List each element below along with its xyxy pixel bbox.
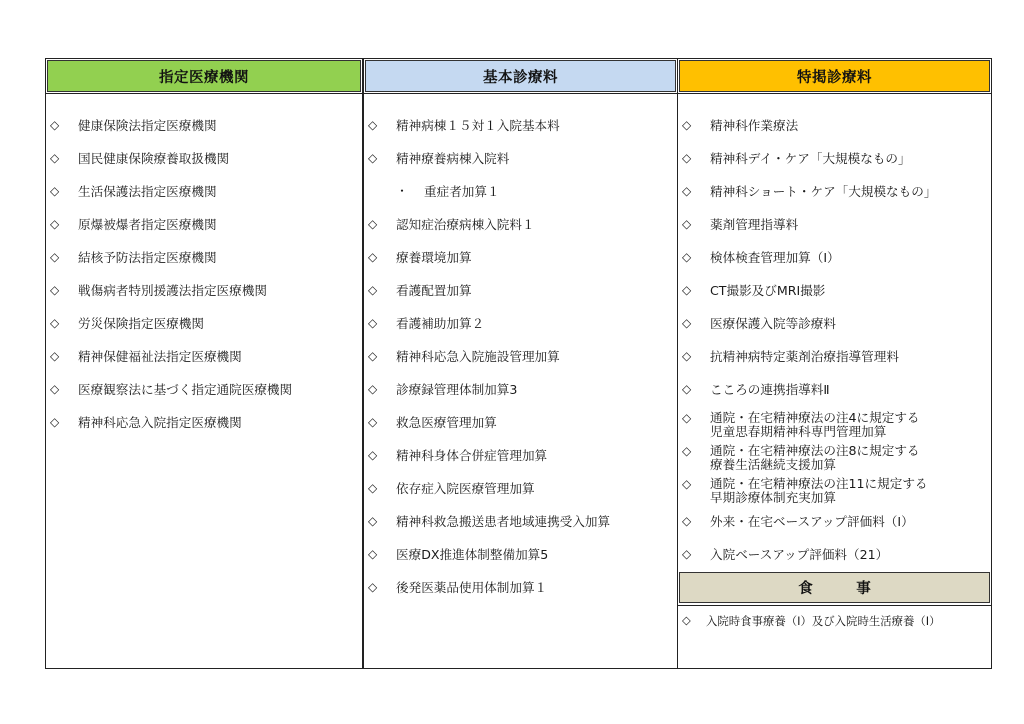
list-item-line: 精神療養病棟入院料 — [396, 151, 510, 166]
list-item-text — [396, 382, 677, 397]
list-item-text — [710, 411, 991, 439]
diamond-icon: ◇ — [682, 217, 692, 231]
list-item-text — [78, 118, 362, 133]
list-item — [364, 514, 677, 547]
column-designated-institutions — [46, 59, 362, 668]
list-item-line: 抗精神病特定薬剤治療指導管理料 — [710, 349, 899, 364]
list-item-text — [396, 118, 677, 133]
list-item — [46, 349, 362, 382]
list-item-line: 救急医療管理加算 — [396, 415, 497, 430]
list-item-line: 精神病棟１５対１入院基本料 — [396, 118, 560, 133]
list-item — [678, 118, 991, 151]
list-item — [46, 151, 362, 184]
bullet-icon: ・ — [396, 184, 409, 198]
list-item-line: 認知症治療病棟入院料１ — [396, 217, 535, 232]
diamond-icon: ◇ — [682, 613, 691, 627]
meal-item-text: 入院時食事療養（Ⅰ）及び入院時生活療養（Ⅰ） — [706, 614, 941, 628]
diamond-icon: ◇ — [682, 184, 692, 198]
list-item — [364, 283, 677, 316]
diamond-icon: ◇ — [50, 217, 60, 231]
list-item-line: 通院・在宅精神療法の注11に規定する — [710, 476, 928, 491]
column-basic-fees — [362, 59, 677, 668]
list-item-text — [396, 514, 677, 529]
list-item — [364, 349, 677, 382]
diamond-icon: ◇ — [682, 477, 692, 491]
list-item — [364, 250, 677, 283]
list-item-text — [78, 217, 362, 232]
item-list — [46, 118, 362, 448]
list-item-text — [710, 184, 991, 199]
diamond-icon: ◇ — [50, 382, 60, 396]
diamond-icon: ◇ — [368, 349, 378, 363]
list-item — [678, 444, 991, 477]
diamond-icon: ◇ — [682, 250, 692, 264]
list-item-text — [396, 547, 677, 562]
list-item — [678, 184, 991, 217]
diamond-icon: ◇ — [368, 580, 378, 594]
diamond-icon: ◇ — [368, 481, 378, 495]
column-header: 指定医療機関 — [47, 60, 361, 92]
list-item-line: 精神保健福祉法指定医療機関 — [78, 349, 242, 364]
list-item-text — [396, 349, 677, 364]
list-item-line: 療養生活継続支援加算 — [710, 457, 836, 472]
list-item — [678, 477, 991, 510]
diamond-icon: ◇ — [682, 547, 692, 561]
list-item — [364, 118, 677, 151]
list-item-line: 看護補助加算２ — [396, 316, 485, 331]
list-item-line: 精神科ショート・ケア「大規模なもの」 — [710, 184, 937, 199]
diamond-icon: ◇ — [50, 151, 60, 165]
list-item-line: 精神科救急搬送患者地域連携受入加算 — [396, 514, 611, 529]
list-item-line: 医療DX推進体制整備加算5 — [396, 547, 549, 562]
list-item-text — [710, 151, 991, 166]
list-item-text — [710, 514, 991, 529]
list-item-line: 療養環境加算 — [396, 250, 472, 265]
list-item-text — [710, 547, 991, 562]
diamond-icon: ◇ — [368, 514, 378, 528]
diamond-icon: ◇ — [682, 316, 692, 330]
list-item-text — [396, 250, 677, 265]
diamond-icon: ◇ — [368, 448, 378, 462]
list-item-line: CT撮影及びMRI撮影 — [710, 283, 826, 298]
list-item — [678, 283, 991, 316]
column-specific-fees — [677, 59, 991, 668]
list-item-text — [78, 250, 362, 265]
list-item-text — [710, 477, 991, 505]
list-item — [364, 217, 677, 250]
diamond-icon: ◇ — [368, 415, 378, 429]
list-item-text — [396, 580, 677, 595]
diamond-icon: ◇ — [682, 118, 692, 132]
list-item — [46, 250, 362, 283]
list-item-text — [78, 349, 362, 364]
list-item-text — [396, 316, 677, 331]
list-item — [678, 514, 991, 547]
list-item-line: 精神科応急入院施設管理加算 — [396, 349, 560, 364]
diamond-icon: ◇ — [368, 151, 378, 165]
column-header: 特掲診療料 — [679, 60, 990, 92]
list-item-text — [78, 184, 362, 199]
meal-divider — [678, 605, 991, 606]
list-item — [364, 316, 677, 349]
list-item-text — [396, 415, 677, 430]
column-header: 基本診療料 — [365, 60, 676, 92]
list-item-line: 通院・在宅精神療法の注8に規定する — [710, 443, 920, 458]
list-item-text — [710, 217, 991, 232]
header-divider — [46, 93, 362, 94]
diamond-icon: ◇ — [368, 250, 378, 264]
list-item-text — [78, 316, 362, 331]
list-item-text — [396, 283, 677, 298]
list-item — [46, 316, 362, 349]
list-item-text — [396, 481, 677, 496]
list-item-text — [710, 316, 991, 331]
diamond-icon: ◇ — [50, 250, 60, 264]
diamond-icon: ◇ — [682, 444, 692, 458]
list-item — [364, 382, 677, 415]
list-item-text — [710, 250, 991, 265]
list-item — [678, 316, 991, 349]
list-item — [364, 547, 677, 580]
list-item — [678, 217, 991, 250]
diamond-icon: ◇ — [50, 316, 60, 330]
meal-item — [678, 613, 991, 629]
list-item-line: 早期診療体制充実加算 — [710, 490, 836, 505]
diamond-icon: ◇ — [368, 283, 378, 297]
list-item-line: 看護配置加算 — [396, 283, 472, 298]
header-divider — [678, 93, 991, 94]
diamond-icon: ◇ — [682, 151, 692, 165]
list-item — [364, 415, 677, 448]
list-item-text — [710, 382, 991, 397]
list-item — [46, 118, 362, 151]
list-item-line: 生活保護法指定医療機関 — [78, 184, 217, 199]
list-item-line: 精神科デイ・ケア「大規模なもの」 — [710, 151, 911, 166]
list-item — [364, 184, 677, 217]
list-item-line: 児童思春期精神科専門管理加算 — [710, 424, 887, 439]
list-item-text — [396, 217, 677, 232]
diamond-icon: ◇ — [368, 382, 378, 396]
list-item-line: 健康保険法指定医療機関 — [78, 118, 217, 133]
header-divider — [364, 93, 677, 94]
list-item-line: 精神科応急入院指定医療機関 — [78, 415, 242, 430]
list-item-line: 結核予防法指定医療機関 — [78, 250, 217, 265]
list-item-text — [424, 184, 677, 199]
list-item — [46, 415, 362, 448]
list-item-line: 入院ベースアップ評価料（21） — [710, 547, 889, 562]
diamond-icon: ◇ — [682, 514, 692, 528]
list-item-text — [710, 118, 991, 133]
list-item — [364, 448, 677, 481]
diamond-icon: ◇ — [368, 217, 378, 231]
diamond-icon: ◇ — [682, 411, 692, 425]
list-item-line: 原爆被爆者指定医療機関 — [78, 217, 217, 232]
list-item-line: 薬剤管理指導料 — [710, 217, 799, 232]
list-item — [46, 217, 362, 250]
item-list — [364, 118, 677, 613]
list-item-text — [78, 151, 362, 166]
list-item-line: 精神科作業療法 — [710, 118, 799, 133]
diamond-icon: ◇ — [368, 316, 378, 330]
list-item — [678, 411, 991, 444]
diamond-icon: ◇ — [682, 349, 692, 363]
list-item-line: 後発医薬品使用体制加算１ — [396, 580, 548, 595]
list-item — [678, 250, 991, 283]
diamond-icon: ◇ — [50, 349, 60, 363]
list-item-text — [710, 444, 991, 472]
diamond-icon: ◇ — [682, 382, 692, 396]
facility-standards-table — [45, 58, 992, 669]
list-item-line: こころの連携指導料Ⅱ — [710, 382, 830, 397]
list-item — [678, 151, 991, 184]
diamond-icon: ◇ — [50, 118, 60, 132]
list-item-text — [78, 415, 362, 430]
list-item — [364, 151, 677, 184]
diamond-icon: ◇ — [682, 283, 692, 297]
list-item-line: 検体検査管理加算（Ⅰ） — [710, 250, 840, 265]
list-item-line: 重症者加算１ — [424, 184, 500, 199]
list-item-text — [78, 382, 362, 397]
list-item-line: 国民健康保険療養取扱機関 — [78, 151, 230, 166]
list-item-line: 労災保険指定医療機関 — [78, 316, 204, 331]
list-item — [364, 481, 677, 514]
list-item-line: 通院・在宅精神療法の注4に規定する — [710, 410, 920, 425]
diamond-icon: ◇ — [50, 415, 60, 429]
list-item-text — [710, 349, 991, 364]
list-item — [46, 283, 362, 316]
diamond-icon: ◇ — [50, 184, 60, 198]
list-item-line: 依存症入院医療管理加算 — [396, 481, 535, 496]
list-item — [46, 382, 362, 415]
list-item-text — [78, 283, 362, 298]
diamond-icon: ◇ — [50, 283, 60, 297]
list-item-line: 外来・在宅ベースアップ評価料（Ⅰ） — [710, 514, 914, 529]
diamond-icon: ◇ — [368, 547, 378, 561]
list-item-text — [396, 151, 677, 166]
list-item — [364, 580, 677, 613]
list-item-text — [396, 448, 677, 463]
list-item-text — [710, 283, 991, 298]
meal-section-header: 食 事 — [679, 572, 990, 603]
list-item — [678, 349, 991, 382]
list-item — [46, 184, 362, 217]
list-item-line: 戦傷病者特別援護法指定医療機関 — [78, 283, 267, 298]
item-list — [678, 118, 991, 580]
list-item-line: 医療観察法に基づく指定通院医療機関 — [78, 382, 293, 397]
list-item-line: 医療保護入院等診療料 — [710, 316, 836, 331]
list-item-line: 精神科身体合併症管理加算 — [396, 448, 548, 463]
list-item-line: 診療録管理体制加算3 — [396, 382, 518, 397]
diamond-icon: ◇ — [368, 118, 378, 132]
